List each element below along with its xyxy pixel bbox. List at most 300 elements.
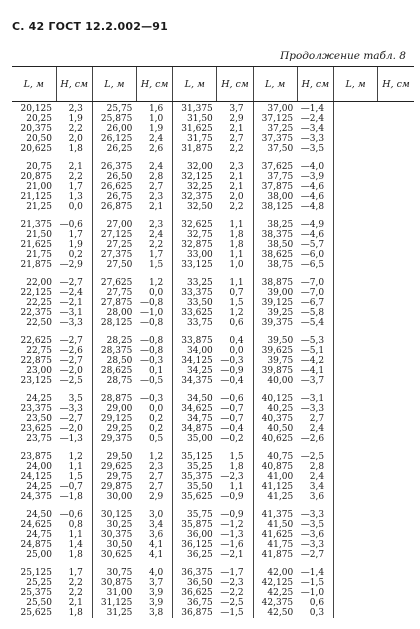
height-cell: —5,8 [297, 308, 333, 318]
height-cell: —1,3 [217, 530, 253, 540]
length-cell: 38,875 [261, 278, 294, 288]
height-cell: —0,7 [56, 482, 92, 492]
height-cell [378, 520, 414, 530]
column-header: H, см [378, 67, 414, 102]
length-cell: 26,25 [106, 144, 133, 154]
row-group-gap [12, 560, 414, 568]
height-cell: —5,4 [297, 318, 333, 328]
length-cell: 42,25 [267, 588, 294, 598]
length-cell: 40,25 [267, 404, 294, 414]
height-cell [378, 356, 414, 366]
height-cell [378, 162, 414, 172]
height-cell [378, 192, 414, 202]
length-cell [334, 318, 378, 328]
height-cell: 2,4 [136, 230, 172, 240]
height-cell: —2,4 [56, 288, 92, 298]
height-cell: 3,6 [136, 530, 172, 540]
page-header: С. 42 ГОСТ 12.2.002—91 [12, 20, 168, 33]
height-cell: —0,8 [136, 318, 172, 328]
height-cell: —2,5 [56, 376, 92, 386]
table-row [12, 278, 414, 288]
column-header: H, см [56, 67, 92, 102]
length-cell: 33,00 [187, 250, 213, 260]
column-header: L, м [334, 67, 378, 102]
height-cell: —3,4 [297, 124, 333, 134]
height-cell: —0,9 [217, 510, 253, 520]
height-cell: 1,5 [136, 260, 172, 270]
length-cell: 35,375 [181, 472, 213, 482]
length-cell: 27,125 [100, 230, 133, 240]
height-cell [378, 298, 414, 308]
length-cell: 39,00 [267, 288, 294, 298]
length-cell: 24,50 [26, 510, 52, 520]
height-cell: 2,7 [297, 414, 333, 424]
length-cell: 28,75 [106, 376, 133, 386]
table-row [12, 376, 414, 386]
height-cell: —2,5 [217, 598, 253, 608]
row-group-gap [12, 154, 414, 162]
length-cell: 20,875 [20, 172, 52, 182]
length-cell: 30,625 [100, 550, 133, 560]
length-cell: 35,50 [187, 482, 213, 492]
length-cell: 38,75 [267, 260, 294, 270]
table-row [12, 366, 414, 376]
table-row [12, 134, 414, 144]
length-cell [334, 134, 378, 144]
height-cell: —2,7 [56, 336, 92, 346]
length-cell: 41,50 [267, 520, 294, 530]
height-cell [378, 250, 414, 260]
length-cell: 40,625 [261, 434, 294, 444]
length-cell: 30,125 [100, 510, 133, 520]
height-cell: 0,0 [136, 288, 172, 298]
length-cell: 35,875 [181, 520, 213, 530]
height-cell [378, 318, 414, 328]
length-cell [334, 366, 378, 376]
length-cell: 38,625 [261, 250, 294, 260]
length-cell: 32,00 [187, 162, 213, 172]
height-cell: 2,4 [297, 424, 333, 434]
height-cell: —2,1 [56, 298, 92, 308]
length-cell: 40,125 [261, 394, 294, 404]
height-cell: —2,7 [297, 550, 333, 560]
height-cell: —5,3 [297, 336, 333, 346]
length-cell: 37,00 [267, 104, 294, 114]
height-cell: 2,2 [217, 144, 253, 154]
length-cell: 31,125 [100, 598, 133, 608]
length-cell: 22,375 [20, 308, 52, 318]
length-cell: 25,625 [20, 608, 52, 618]
height-cell: —2,5 [297, 452, 333, 462]
height-cell: 1,0 [136, 114, 172, 124]
table-row [12, 230, 414, 240]
length-cell [334, 530, 378, 540]
row-group-gap [12, 270, 414, 278]
length-cell: 40,375 [261, 414, 294, 424]
height-cell: 2,1 [56, 162, 92, 172]
table-row [12, 260, 414, 270]
length-cell [334, 230, 378, 240]
height-cell: 0,3 [297, 608, 333, 618]
length-cell: 26,625 [100, 182, 133, 192]
length-cell: 37,75 [267, 172, 294, 182]
height-cell: —2,1 [217, 550, 253, 560]
height-cell [378, 346, 414, 356]
length-cell: 28,625 [100, 366, 133, 376]
length-cell: 29,25 [106, 424, 133, 434]
height-cell: 1,2 [136, 278, 172, 288]
height-cell: —0,4 [217, 424, 253, 434]
length-cell: 20,50 [26, 134, 52, 144]
height-cell: —0,4 [217, 376, 253, 386]
height-cell [378, 202, 414, 212]
height-cell: —2,6 [297, 434, 333, 444]
length-cell [334, 192, 378, 202]
length-cell [334, 114, 378, 124]
length-cell [334, 462, 378, 472]
length-cell: 35,75 [187, 510, 213, 520]
length-cell: 23,75 [26, 434, 52, 444]
length-cell: 40,75 [267, 452, 294, 462]
length-cell: 23,625 [20, 424, 52, 434]
height-cell: —3,6 [297, 530, 333, 540]
length-cell [334, 598, 378, 608]
height-cell: 2,3 [136, 192, 172, 202]
table-row [12, 510, 414, 520]
column-header: L, м [253, 67, 297, 102]
length-cell: 29,50 [106, 452, 133, 462]
length-cell: 24,375 [20, 492, 52, 502]
length-cell: 27,25 [106, 240, 133, 250]
height-cell [378, 288, 414, 298]
height-cell: —4,2 [297, 356, 333, 366]
length-cell: 33,50 [187, 298, 213, 308]
data-table [12, 66, 414, 618]
length-cell [334, 102, 378, 115]
length-cell: 22,125 [20, 288, 52, 298]
height-cell [378, 568, 414, 578]
length-cell: 34,625 [181, 404, 213, 414]
column-header: H, см [297, 67, 333, 102]
table-row [12, 394, 414, 404]
length-cell: 39,125 [261, 298, 294, 308]
length-cell [334, 240, 378, 250]
height-cell [378, 608, 414, 618]
length-cell: 37,25 [267, 124, 294, 134]
row-group-gap [12, 386, 414, 394]
height-cell: 2,1 [217, 182, 253, 192]
length-cell: 29,00 [106, 404, 133, 414]
length-cell: 22,00 [26, 278, 52, 288]
height-cell: 2,7 [136, 472, 172, 482]
length-cell: 22,50 [26, 318, 52, 328]
table-continuation-caption: Продолжение табл. 8 [280, 50, 406, 62]
length-cell: 30,00 [106, 492, 133, 502]
table-row [12, 114, 414, 124]
length-cell: 39,50 [267, 336, 294, 346]
height-cell: —3,1 [297, 394, 333, 404]
length-cell: 24,00 [26, 462, 52, 472]
length-cell: 21,25 [26, 202, 52, 212]
length-cell: 36,125 [181, 540, 213, 550]
height-cell: 3,9 [136, 588, 172, 598]
length-cell: 24,625 [20, 520, 52, 530]
length-cell: 25,25 [26, 578, 52, 588]
height-cell: 1,1 [217, 220, 253, 230]
length-cell: 25,00 [26, 550, 52, 560]
height-cell: 4,1 [136, 550, 172, 560]
table-row [12, 308, 414, 318]
height-cell [378, 510, 414, 520]
length-cell: 37,625 [261, 162, 294, 172]
table-row [12, 356, 414, 366]
length-cell [334, 260, 378, 270]
table-row [12, 220, 414, 230]
length-cell: 21,00 [26, 182, 52, 192]
length-cell: 39,375 [261, 318, 294, 328]
height-cell [378, 588, 414, 598]
height-cell: —2,7 [56, 278, 92, 288]
length-cell: 31,375 [181, 104, 213, 114]
height-cell: —1,0 [297, 588, 333, 598]
height-cell: 3,9 [136, 598, 172, 608]
height-cell: 2,7 [136, 182, 172, 192]
length-cell: 24,125 [20, 472, 52, 482]
length-cell: 30,50 [106, 540, 133, 550]
height-cell: 2,8 [297, 462, 333, 472]
height-cell: 1,7 [136, 250, 172, 260]
height-cell: 3,4 [297, 482, 333, 492]
height-cell: —2,0 [56, 366, 92, 376]
height-cell: 0,8 [56, 520, 92, 530]
length-cell [334, 220, 378, 230]
height-cell: 3,4 [136, 520, 172, 530]
row-group-gap [12, 502, 414, 510]
height-cell: —1,2 [217, 520, 253, 530]
height-cell: —1,0 [136, 308, 172, 318]
length-cell: 24,75 [26, 530, 52, 540]
length-cell: 40,875 [261, 462, 294, 472]
length-cell: 39,625 [261, 346, 294, 356]
height-cell: 0,2 [136, 414, 172, 424]
height-cell: 3,6 [297, 492, 333, 502]
table-row [12, 172, 414, 182]
length-cell: 25,50 [26, 598, 52, 608]
height-cell: —1,8 [56, 492, 92, 502]
height-cell [378, 114, 414, 124]
length-cell: 41,375 [261, 510, 294, 520]
length-cell: 26,375 [100, 162, 133, 172]
table-row [12, 452, 414, 462]
height-cell: 1,6 [136, 102, 172, 115]
height-cell: 4,0 [136, 568, 172, 578]
height-cell: 2,9 [136, 492, 172, 502]
length-cell: 32,375 [181, 192, 213, 202]
height-cell [378, 472, 414, 482]
table-row [12, 588, 414, 598]
length-cell [334, 394, 378, 404]
length-cell: 22,75 [26, 346, 52, 356]
height-cell: —2,2 [217, 588, 253, 598]
height-cell [378, 336, 414, 346]
length-cell: 31,75 [187, 134, 213, 144]
height-cell: 2,8 [136, 172, 172, 182]
height-cell: 1,5 [56, 472, 92, 482]
height-cell [378, 424, 414, 434]
height-cell: 2,1 [217, 172, 253, 182]
length-cell [334, 346, 378, 356]
length-cell [334, 124, 378, 134]
height-cell: —1,4 [297, 102, 333, 115]
height-cell: 2,2 [217, 202, 253, 212]
height-cell: 1,8 [217, 462, 253, 472]
length-cell [334, 568, 378, 578]
table-row [12, 550, 414, 560]
table-row [12, 144, 414, 154]
length-cell: 41,875 [261, 550, 294, 560]
height-cell [378, 482, 414, 492]
length-cell [334, 182, 378, 192]
table-header-row [12, 67, 414, 102]
height-cell: 3,8 [136, 608, 172, 618]
height-cell: 2,1 [217, 124, 253, 134]
height-cell: —5,7 [297, 240, 333, 250]
length-cell: 34,25 [187, 366, 213, 376]
length-cell: 23,375 [20, 404, 52, 414]
length-cell: 35,125 [181, 452, 213, 462]
column-header: H, см [136, 67, 172, 102]
height-cell: 2,4 [297, 472, 333, 482]
height-cell: 2,1 [56, 598, 92, 608]
height-cell: —2,3 [217, 578, 253, 588]
length-cell: 26,125 [100, 134, 133, 144]
height-cell: 0,0 [136, 404, 172, 414]
height-cell: 2,3 [136, 462, 172, 472]
height-cell: —0,3 [136, 356, 172, 366]
length-cell [334, 482, 378, 492]
length-cell: 38,00 [267, 192, 294, 202]
height-cell: —1,7 [217, 568, 253, 578]
height-cell [378, 530, 414, 540]
height-cell [378, 220, 414, 230]
height-cell: —1,6 [217, 540, 253, 550]
length-cell: 34,375 [181, 376, 213, 386]
table-row [12, 288, 414, 298]
height-cell [378, 260, 414, 270]
length-cell: 30,75 [106, 568, 133, 578]
length-cell: 28,50 [106, 356, 133, 366]
length-cell: 42,125 [261, 578, 294, 588]
length-cell: 38,375 [261, 230, 294, 240]
table-row [12, 318, 414, 328]
length-cell: 20,25 [26, 114, 52, 124]
length-cell: 38,125 [261, 202, 294, 212]
length-cell [334, 452, 378, 462]
height-cell: 1,9 [56, 114, 92, 124]
height-cell: —3,5 [297, 520, 333, 530]
length-cell: 21,875 [20, 260, 52, 270]
height-cell: —1,5 [217, 608, 253, 618]
table-row [12, 530, 414, 540]
length-cell: 27,625 [100, 278, 133, 288]
table-row [12, 578, 414, 588]
length-cell: 21,50 [26, 230, 52, 240]
length-cell [334, 472, 378, 482]
height-cell: 1,8 [217, 240, 253, 250]
length-cell: 29,125 [100, 414, 133, 424]
length-cell [334, 540, 378, 550]
height-cell [378, 102, 414, 115]
length-cell [334, 308, 378, 318]
column-header: L, м [92, 67, 136, 102]
height-cell: 1,1 [56, 462, 92, 472]
length-cell [334, 434, 378, 444]
length-cell: 24,25 [26, 394, 52, 404]
length-cell: 27,75 [106, 288, 133, 298]
height-cell [378, 492, 414, 502]
length-cell: 33,875 [181, 336, 213, 346]
length-cell: 20,625 [20, 144, 52, 154]
height-cell: 2,6 [136, 144, 172, 154]
table-row [12, 492, 414, 502]
height-cell: 1,4 [56, 540, 92, 550]
length-cell [334, 202, 378, 212]
table-row [12, 520, 414, 530]
length-cell: 23,125 [20, 376, 52, 386]
length-cell: 20,125 [20, 104, 52, 114]
length-cell: 41,625 [261, 530, 294, 540]
height-cell: 2,1 [136, 202, 172, 212]
length-cell [334, 356, 378, 366]
height-cell: —5,1 [297, 346, 333, 356]
length-cell [334, 376, 378, 386]
table-row [12, 298, 414, 308]
length-cell [334, 550, 378, 560]
table-row [12, 102, 414, 115]
length-cell [334, 278, 378, 288]
height-cell [378, 578, 414, 588]
length-cell: 26,00 [106, 124, 133, 134]
height-cell: —6,5 [297, 260, 333, 270]
height-cell: —2,6 [56, 346, 92, 356]
table-row [12, 182, 414, 192]
column-header: H, см [217, 67, 253, 102]
length-cell: 31,625 [181, 124, 213, 134]
length-cell: 37,50 [267, 144, 294, 154]
length-cell: 41,125 [261, 482, 294, 492]
height-cell [378, 540, 414, 550]
height-cell: 2,0 [56, 134, 92, 144]
table-row [12, 414, 414, 424]
height-cell: 1,1 [56, 530, 92, 540]
table-row [12, 462, 414, 472]
row-group-gap [12, 444, 414, 452]
height-cell [378, 366, 414, 376]
height-cell [378, 172, 414, 182]
length-cell: 37,125 [261, 114, 294, 124]
length-cell: 31,25 [106, 608, 133, 618]
length-cell: 22,875 [20, 356, 52, 366]
height-cell: 2,4 [136, 162, 172, 172]
height-cell: —4,6 [297, 230, 333, 240]
height-cell [378, 598, 414, 608]
height-cell: 1,2 [217, 308, 253, 318]
height-cell: —4,6 [297, 192, 333, 202]
height-cell: —3,3 [297, 404, 333, 414]
height-cell: —0,7 [217, 414, 253, 424]
height-cell [378, 240, 414, 250]
length-cell: 28,00 [106, 308, 133, 318]
